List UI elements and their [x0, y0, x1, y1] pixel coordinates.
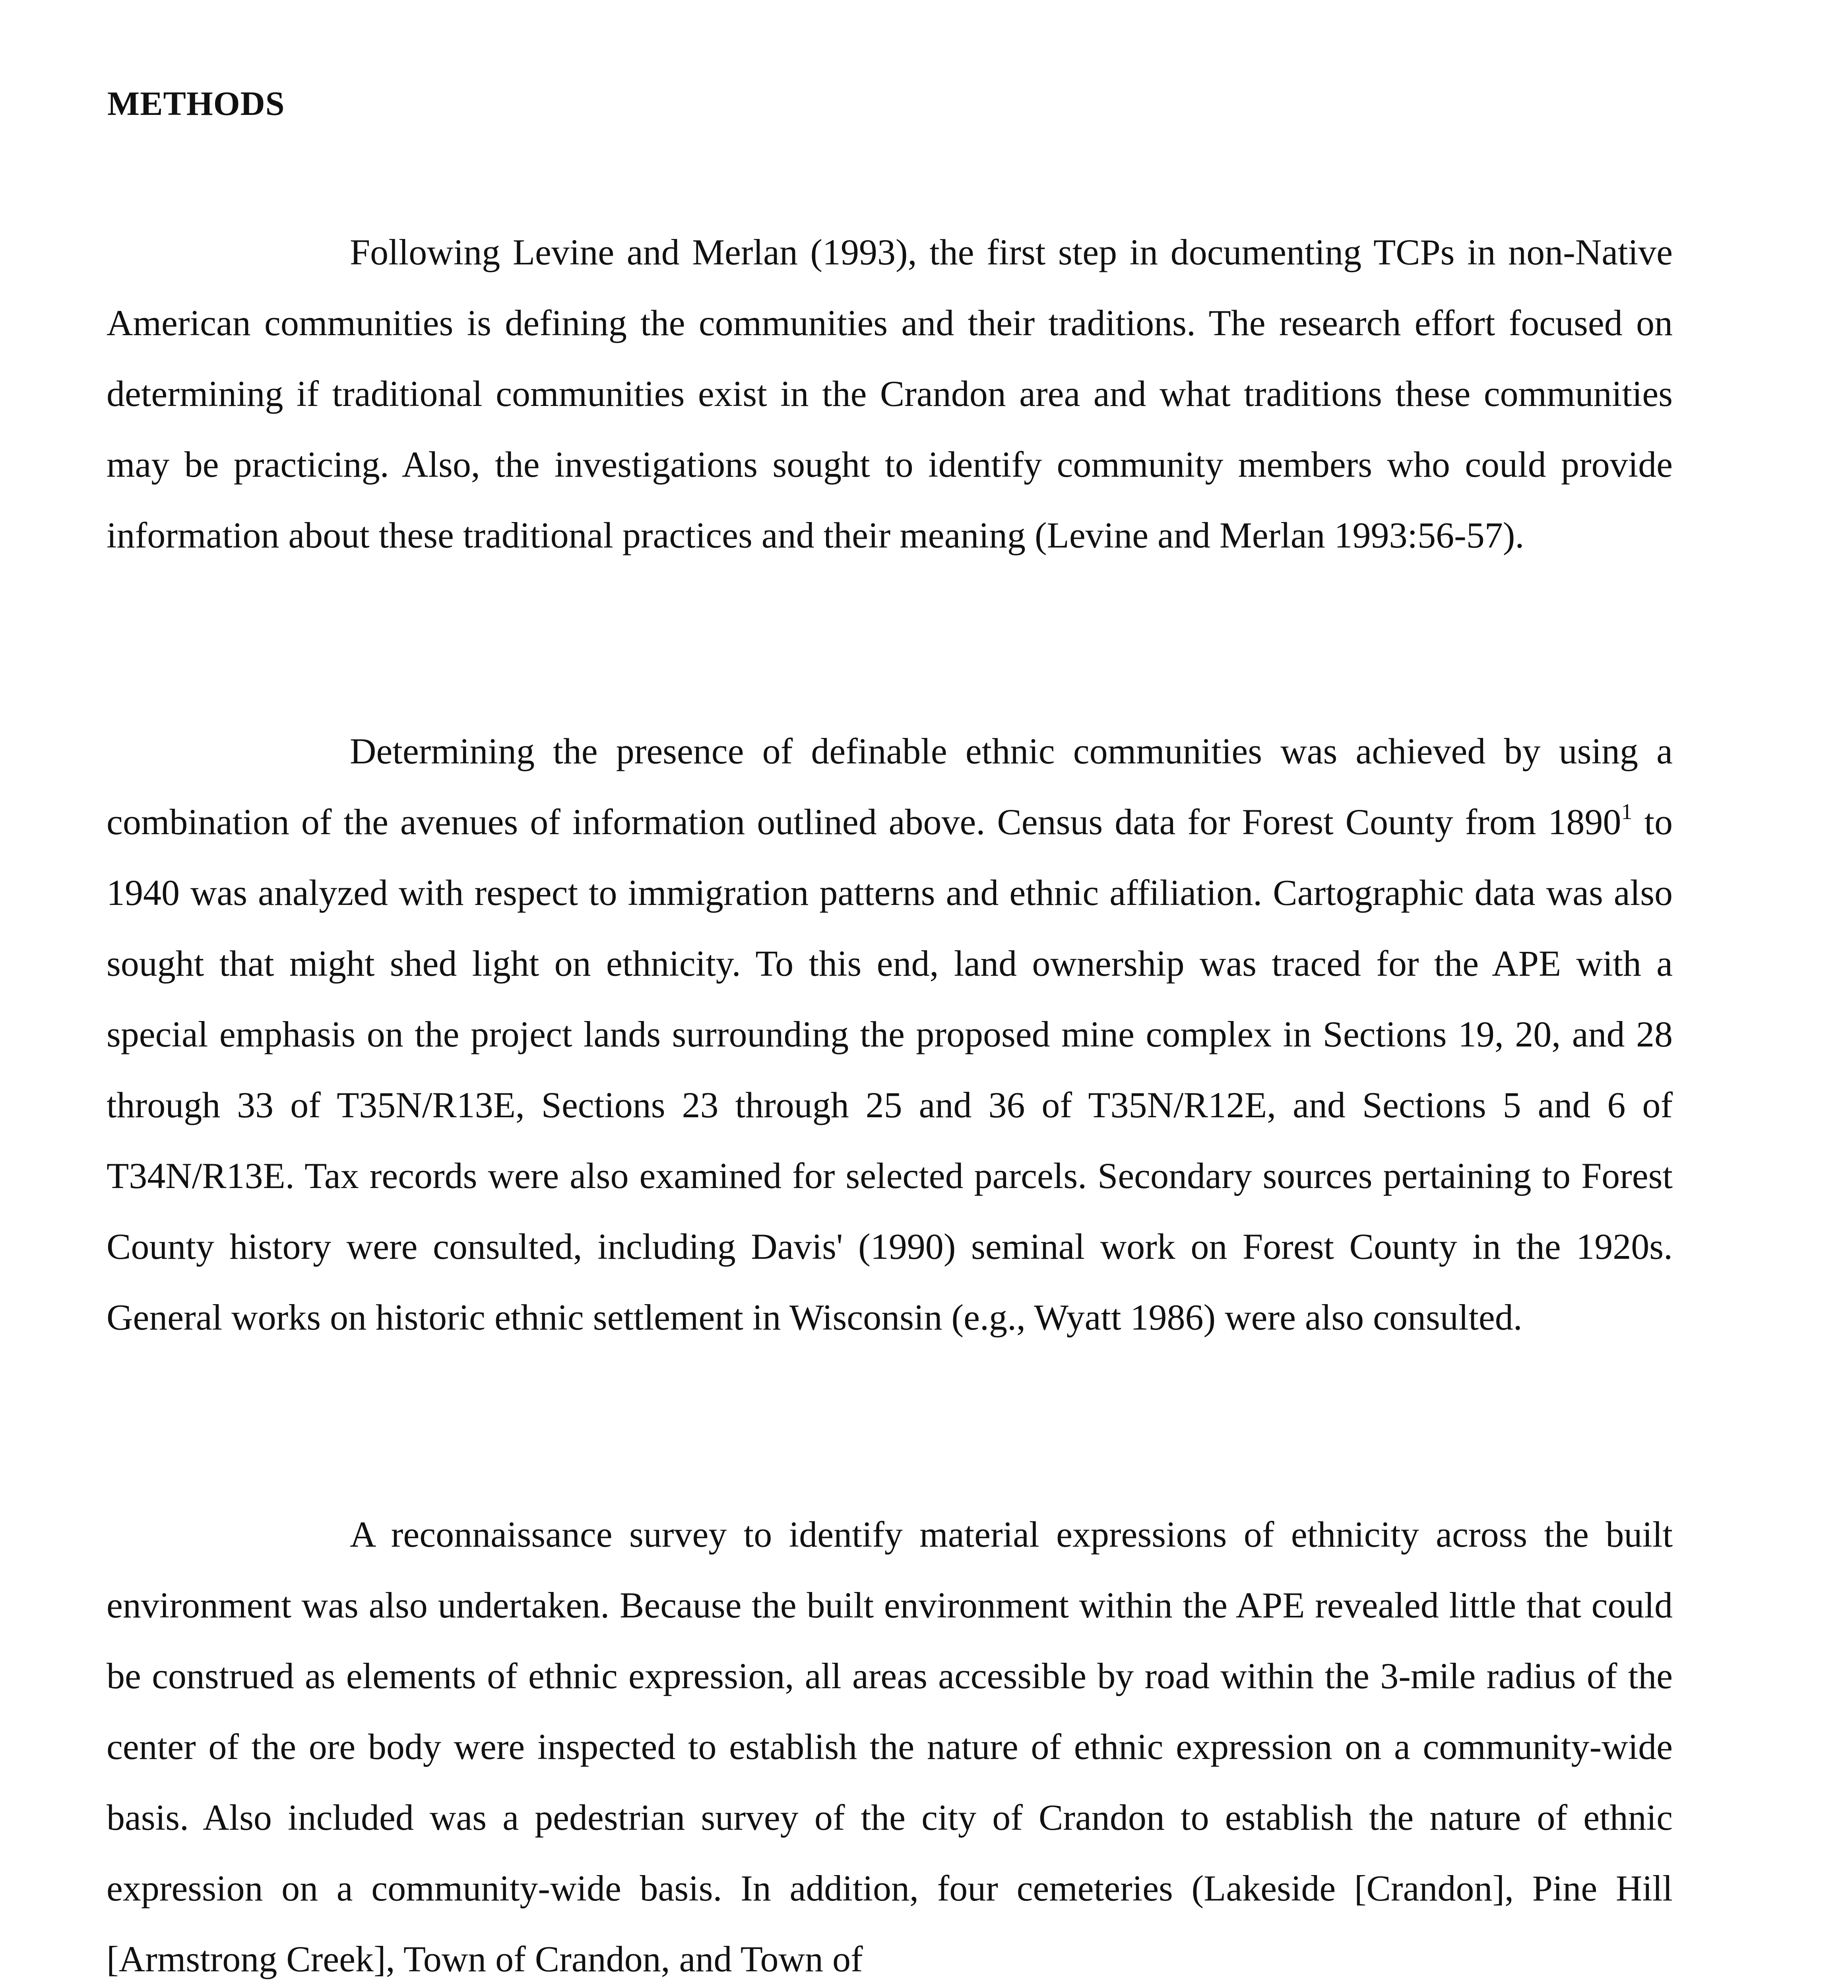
paragraph-2-text-end: to 1940 was analyzed with respect to immigration patterns and ethnic affiliation. Cartographic data was also sought that might shed light on ethnicity. To this end, land ownership was traced for the APE with a special emphasis on the project lands surrounding the proposed mine complex in Sections 19, 20, and 28 through 33 of T35N/R13E, Sections 23 through 25 and 36 of T35N/R12E, and Sections 5 and 6 of T34N/R13E. Tax records were also examined for selected parcels. Secondary sources pertaining to Forest County history were consulted, including Davis' (1990) seminal work on Forest County in the 1920s. General works on historic ethnic settlement in Wisconsin (e.g., Wyatt 1986) were also consulted. [107, 802, 1673, 1338]
paragraph-3: A reconnaissance survey to identify material expressions of ethnicity across the built environment was also undertaken. Because the built environment within the APE revealed little that could be construed as elements of ethnic expression, all areas accessible by road within the 3-mile radius of the center of the ore body were inspected to establish the nature of ethnic expression on a community-wide basis. Also included was a pedestrian survey of the city of Crandon to establish the nature of ethnic expression on a community-wide basis. In addition, four cemeteries (Lakeside [Crandon], Pine Hill [Armstrong Creek], Town of Crandon, and Town of [107, 1514, 1673, 1979]
paragraph-2-text-start: Determining the presence of definable ethnic communities was achieved by using a combination of the avenues of information outlined above. Census data for Forest County from 1890 [107, 731, 1673, 842]
footnote-reference: 1 [1621, 800, 1633, 824]
section-heading: METHODS [107, 84, 285, 122]
paragraph-1: Following Levine and Merlan (1993), the first step in documenting TCPs in non-Native American communities is defining the communities and their traditions. The research effort focused on determining if traditional communities exist in the Crandon area and what traditions these communities may be practicing. Also, the investigations sought to identify community members who could provide information about these traditional practices and their meaning (Levine and Merlan 1993:56-57). [107, 232, 1673, 555]
paragraph-2 [107, 716, 1673, 1353]
